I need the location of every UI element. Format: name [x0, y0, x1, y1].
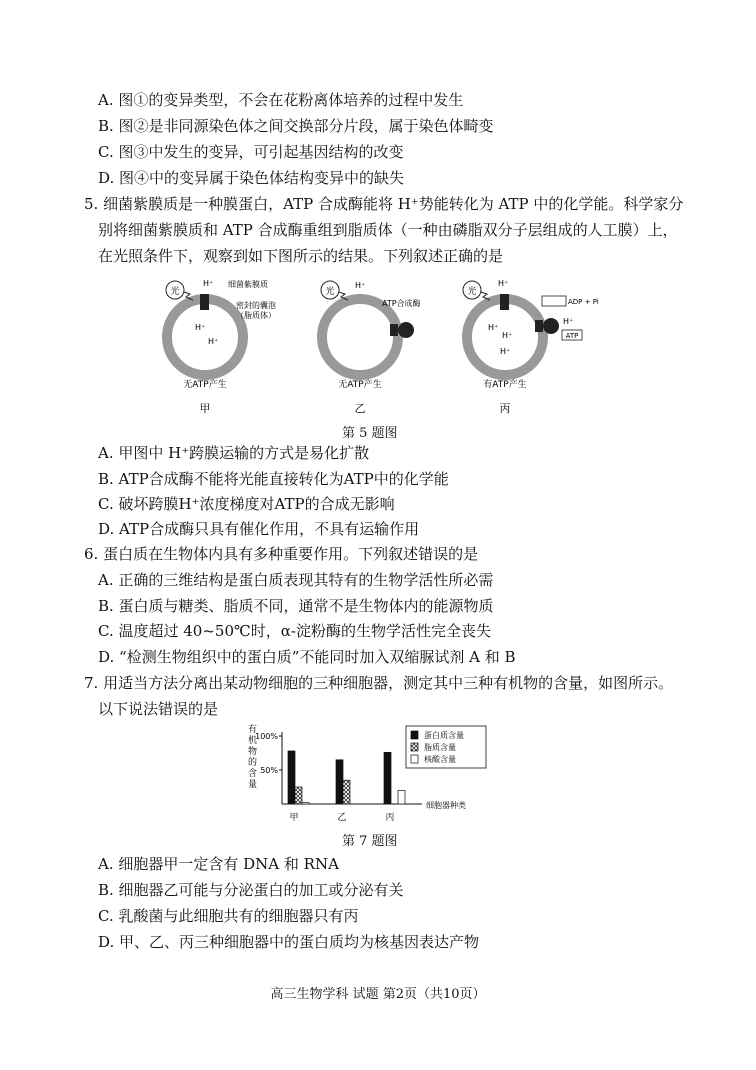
hplus-c-out: H⁺: [563, 317, 574, 326]
q6-option-d: D. “检测生物组织中的蛋白质”不能同时加入双缩脲试剂 A 和 B: [98, 648, 516, 666]
figure-c: [463, 279, 599, 415]
atp-synthase-head-b: [398, 322, 414, 338]
label-adp-pi: ADP + Pi: [568, 298, 599, 306]
bar-0-2: [302, 803, 309, 804]
label-atp: ATP: [565, 332, 579, 340]
legend-swatch: [411, 755, 418, 763]
hplus-c-in2: H⁺: [502, 331, 513, 340]
q7-stem-line-1: 7. 用适当方法分离出某动物细胞的三种细胞器，测定其中三种有机物的含量，如图所示。: [84, 674, 674, 692]
legend-label: 核酸含量: [424, 755, 456, 764]
q4-option-b: B. 图②是非同源染色体之间交换部分片段，属于染色体畸变: [98, 117, 494, 135]
x-axis-label: 细胞器种类: [426, 801, 466, 810]
q7-option-d: D. 甲、乙、丙三种细胞器中的蛋白质均为核基因表达产物: [98, 933, 480, 951]
legend-label: 脂质含量: [424, 743, 456, 752]
x-tick-label: 丙: [385, 813, 395, 823]
result-c: 有ATP产生: [483, 380, 527, 390]
y-axis-label-char: 量: [248, 780, 258, 790]
q5-figure: [150, 272, 610, 420]
hplus-c-in1: H⁺: [488, 323, 499, 332]
bar-1-1: [343, 780, 350, 804]
legend-swatch: [411, 731, 418, 739]
figure-label-c: 丙: [499, 402, 511, 415]
q7-option-b: B. 细胞器乙可能与分泌蛋白的加工或分泌有关: [98, 881, 404, 899]
q4-option-a: A. 图①的变异类型，不会在花粉离体培养的过程中发生: [98, 91, 464, 109]
q4-option-d: D. 图④中的变异属于染色体结构变异中的缺失: [98, 169, 405, 187]
result-b: 无ATP产生: [338, 380, 382, 390]
q4-option-c: C. 图③中发生的变异，可引起基因结构的改变: [98, 143, 404, 161]
y-axis-label-char: 机: [248, 736, 258, 746]
label-liposome: （脂质体）: [236, 311, 276, 320]
light-label-c: 光: [467, 287, 477, 297]
y-axis-label-char: 含: [248, 769, 258, 779]
atp-synthase-stalk-b: [390, 324, 398, 336]
x-tick-label: 乙: [337, 813, 347, 823]
result-a: 无ATP产生: [183, 380, 227, 390]
q6-option-a: A. 正确的三维结构是蛋白质表现其特有的生物学活性所必需: [98, 571, 494, 589]
figure-label-a: 甲: [199, 402, 211, 415]
chart-bars: [288, 751, 405, 804]
figure-b: [321, 281, 421, 415]
q6-option-c: C. 温度超过 40~50℃时，α-淀粉酶的生物学活性完全丧失: [98, 622, 491, 640]
q7-caption: 第 7 题图: [342, 834, 398, 849]
y-axis-label-char: 的: [248, 758, 258, 768]
q5-option-c: C. 破坏跨膜H⁺浓度梯度对ATP的合成无影响: [98, 495, 395, 513]
bar-2-0: [384, 752, 391, 804]
q5-option-a: A. 甲图中 H⁺跨膜运输的方式是易化扩散: [98, 444, 370, 462]
q5-caption: 第 5 题图: [342, 426, 398, 441]
hplus-b-top: H⁺: [355, 281, 366, 290]
legend-label: 蛋白质含量: [424, 731, 464, 740]
q5-option-b: B. ATP合成酶不能将光能直接转化为ATP中的化学能: [98, 470, 449, 488]
purple-membrane-protein: [200, 294, 209, 310]
atp-synthase-head-c: [543, 318, 559, 334]
adp-box: [542, 296, 566, 306]
vesicle-a: [167, 299, 243, 375]
q7-option-a: A. 细胞器甲一定含有 DNA 和 RNA: [98, 855, 339, 873]
q5-stem-line-3: 在光照条件下，观察到如下图所示的结果。下列叙述正确的是: [98, 247, 504, 265]
q5-stem-line-1: 5. 细菌紫膜质是一种膜蛋白，ATP 合成酶能将 H⁺势能转化为 ATP 中的化学能。科学家分: [84, 195, 684, 213]
bar-0-1: [295, 787, 302, 804]
y-tick-label: 100%: [255, 732, 278, 741]
q7-chart: [240, 722, 500, 824]
bar-2-2: [398, 790, 405, 804]
page-footer: 高三生物学科 试题 第2页（共10页）: [270, 987, 486, 1002]
hplus-c-in3: H⁺: [500, 347, 511, 356]
legend-swatch: [411, 743, 418, 751]
hplus-a-in1: H⁺: [195, 323, 206, 332]
light-label-a: 光: [170, 287, 180, 297]
hplus-a-top: H⁺: [203, 279, 214, 288]
q6-stem: 6. 蛋白质在生物体内具有多种重要作用。下列叙述错误的是: [84, 545, 479, 563]
x-tick-label: 甲: [289, 813, 299, 823]
q5-stem-line-2: 别将细菌紫膜质和 ATP 合成酶重组到脂质体（一种由磷脂双分子层组成的人工膜）上，: [98, 221, 678, 239]
purple-membrane-protein-c: [500, 294, 509, 310]
q6-option-b: B. 蛋白质与糖类、脂质不同，通常不是生物体内的能源物质: [98, 597, 494, 615]
y-axis-label-char: 有: [248, 725, 258, 735]
hplus-c-top: H⁺: [498, 279, 509, 288]
atp-synthase-stalk-c: [535, 320, 543, 332]
hplus-a-in2: H⁺: [208, 337, 219, 346]
label-atp-synthase: ATP合成酶: [382, 299, 421, 308]
vesicle-b: [322, 299, 398, 375]
figure-a: [166, 279, 276, 415]
q7-option-c: C. 乳酸菌与此细胞共有的细胞器只有丙: [98, 907, 359, 925]
y-axis-label-char: 物: [248, 747, 258, 757]
label-sealed-vesicle: 密封的囊泡: [236, 301, 276, 310]
figure-label-b: 乙: [354, 402, 366, 415]
bar-0-0: [288, 751, 295, 804]
q5-option-d: D. ATP合成酶只具有催化作用，不具有运输作用: [98, 520, 420, 538]
chart-legend: [406, 726, 486, 768]
label-purple-membrane: 细菌紫膜质: [228, 280, 268, 289]
light-label-b: 光: [325, 287, 335, 297]
q7-stem-line-2: 以下说法错误的是: [98, 700, 219, 718]
bar-1-0: [336, 760, 343, 804]
y-tick-label: 50%: [260, 766, 278, 775]
